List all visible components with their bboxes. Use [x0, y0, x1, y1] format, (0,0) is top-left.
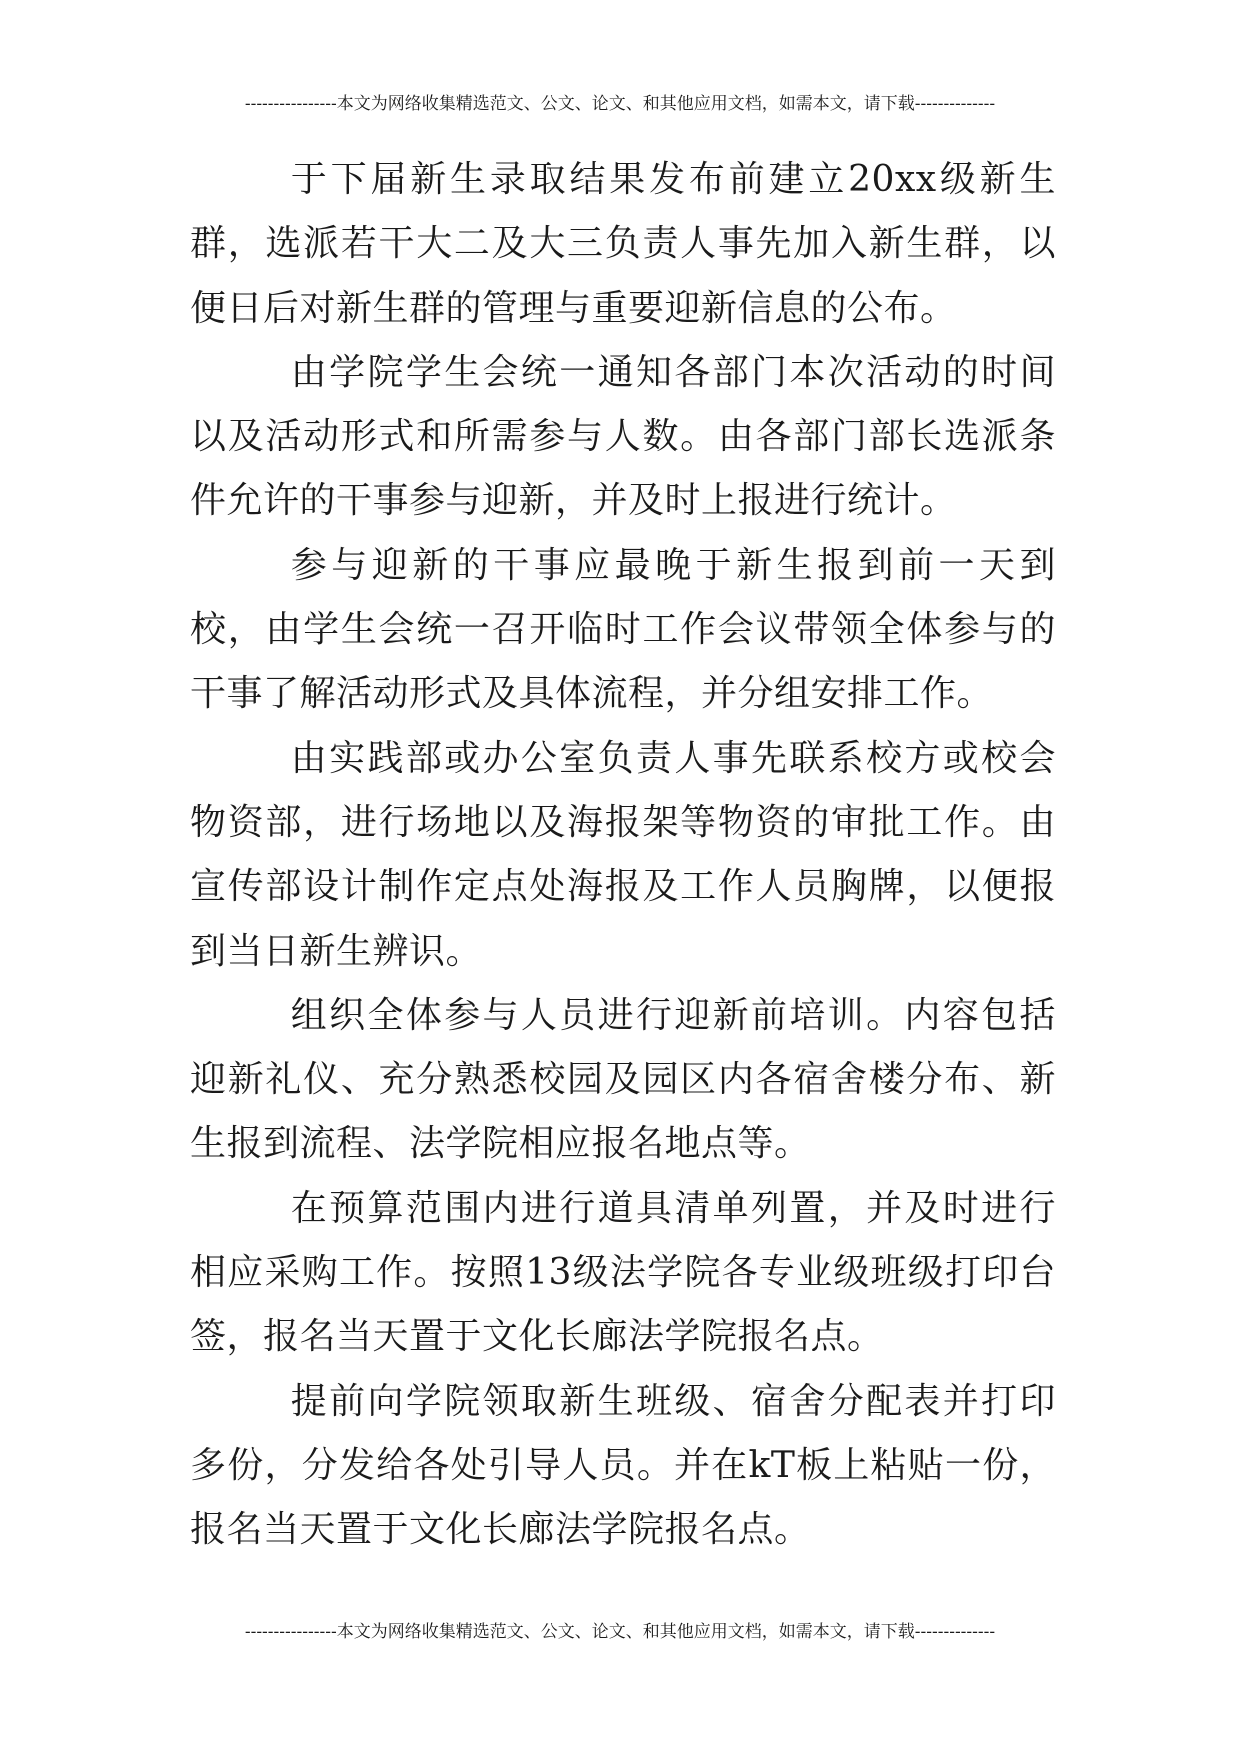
paragraph-6: 在预算范围内进行道具清单列置，并及时进行相应采购工作。按照13级法学院各专业级班级打印台签，报名当天置于文化长廊法学院报名点。 — [190, 1187, 1056, 1358]
paragraph-4: 由实践部或办公室负责人事先联系校方或校会物资部，进行场地以及海报架等物资的审批工作。由宣传部设计制作定点处海报及工作人员胸牌，以便报到当日新生辨识。 — [190, 737, 1056, 972]
page-footer: ----------------本文为网络收集精选范文、公文、论文、和其他应用文档，如需本文，请下载-------------- — [244, 1622, 996, 1642]
paragraph-2: 由学院学生会统一通知各部门本次活动的时间以及活动形式和所需参与人数。由各部门部长选派条件允许的干事参与迎新，并及时上报进行统计。 — [190, 351, 1056, 522]
page-header: ----------------本文为网络收集精选范文、公文、论文、和其他应用文档，如需本文，请下载-------------- — [244, 94, 996, 114]
paragraph-1: 于下届新生录取结果发布前建立20xx级新生群，选派若干大二及大三负责人事先加入新生群，以便日后对新生群的管理与重要迎新信息的公布。 — [190, 159, 1056, 329]
paragraph-7: 提前向学院领取新生班级、宿舍分配表并打印多份，分发给各处引导人员。并在kT板上粘贴一份，报名当天置于文化长廊法学院报名点。 — [190, 1380, 1056, 1551]
paragraph-3: 参与迎新的干事应最晚于新生报到前一天到校，由学生会统一召开临时工作会议带领全体参与的干事了解活动形式及具体流程，并分组安排工作。 — [190, 544, 1056, 715]
paragraph-5: 组织全体参与人员进行迎新前培训。内容包括迎新礼仪、充分熟悉校园及园区内各宿舍楼分布、新生报到流程、法学院相应报名地点等。 — [190, 994, 1056, 1165]
document-body — [190, 148, 1056, 1563]
